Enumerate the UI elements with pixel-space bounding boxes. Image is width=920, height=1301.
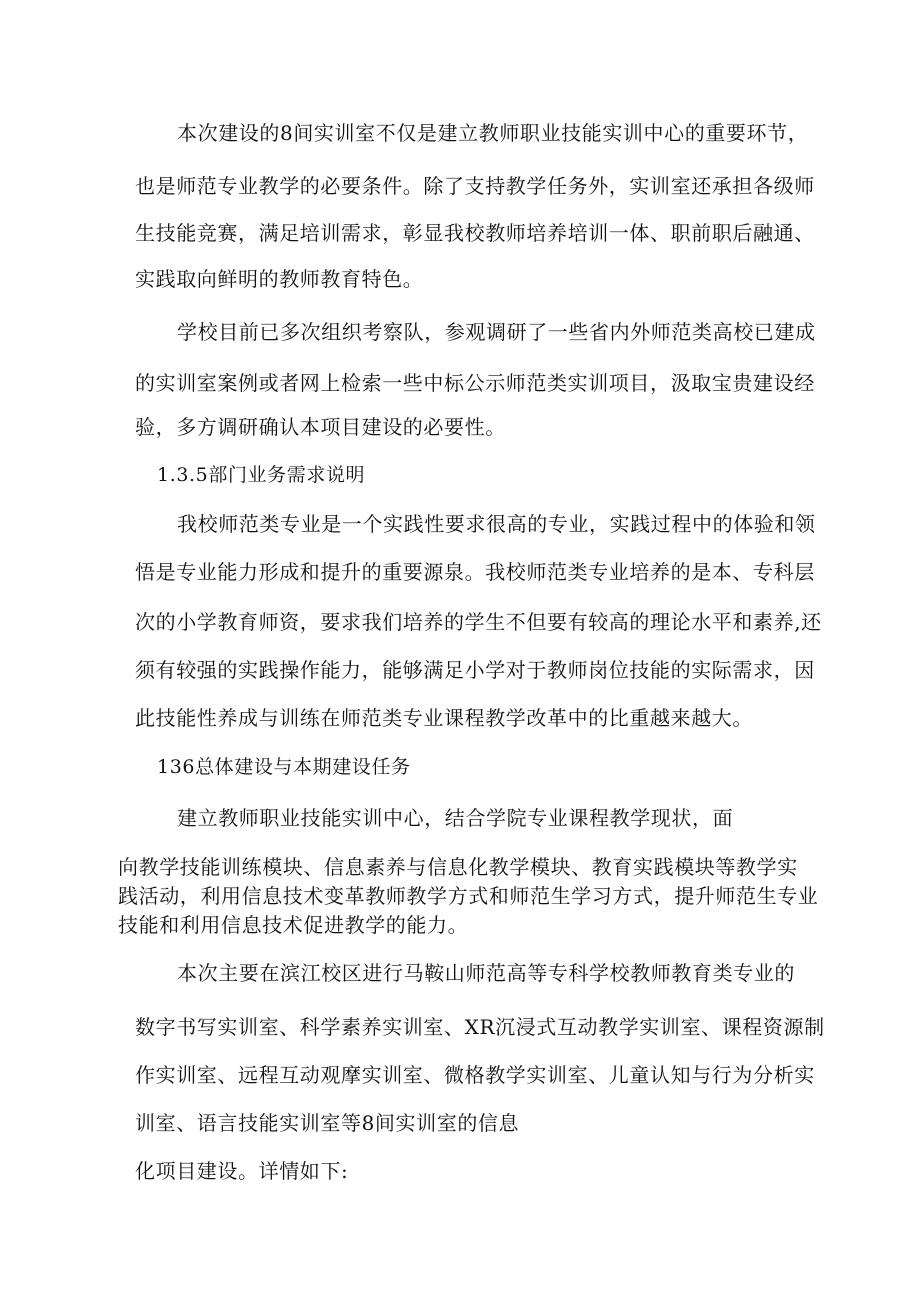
paragraph-1-line-4: 实践取向鲜明的教师教育特色。 [135, 267, 424, 291]
paragraph-3-line-4: 须有较强的实践操作能力，能够满足小学对于教师岗位技能的实际需求，因 [135, 658, 815, 682]
paragraph-7-line-2: 作实训室、远程互动观摩实训室、微格教学实训室、儿童认知与行为分析实 [135, 1063, 815, 1087]
paragraph-5-line-3: 技能和利用信息技术促进教学的能力。 [118, 913, 469, 937]
paragraph-7-line-1: 数字书写实训室、科学素养实训室、XR沉浸式互动教学实训室、课程资源制 [135, 1015, 825, 1039]
paragraph-5-line-1: 向教学技能训练模块、信息素养与信息化教学模块、教育实践模块等教学实 [118, 855, 798, 879]
paragraph-1-line-3: 生技能竞赛，满足培训需求，彰显我校教师培养培训一体、职前职后融通、 [135, 221, 815, 245]
paragraph-3-line-1: 我校师范类专业是一个实践性要求很高的专业，实践过程中的体验和领 [177, 512, 816, 536]
paragraph-3-line-5: 此技能性养成与训练在师范类专业课程教学改革中的比重越来越大。 [135, 706, 753, 730]
paragraph-2-line-2: 的实训室案例或者网上检索一些中标公示师范类实训项目，汲取宝贵建设经 [135, 371, 815, 395]
paragraph-3-line-2: 悟是专业能力形成和提升的重要源泉。我校师范类专业培养的是本、专科层 [135, 560, 815, 584]
paragraph-1-line-1: 本次建设的8间实训室不仅是建立教师职业技能实训中心的重要环节， [177, 121, 809, 145]
paragraph-3-line-3: 次的小学教育师资，要求我们培养的学生不但要有较高的理论水平和素养,还 [135, 610, 822, 634]
section-heading-136: 136总体建设与本期建设任务 [157, 756, 411, 778]
paragraph-4-line-1: 建立教师职业技能实训中心，结合学院专业课程教学现状，面 [177, 806, 734, 830]
paragraph-7-line-3: 训室、语言技能实训室等8间实训室的信息 [135, 1111, 520, 1135]
paragraph-8-line-1: 化项目建设。详情如下: [135, 1159, 349, 1183]
paragraph-2-line-3: 验，多方调研确认本项目建设的必要性。 [135, 415, 506, 439]
paragraph-2-line-1: 学校目前已多次组织考察队，参观调研了一些省内外师范类高校已建成 [177, 320, 816, 344]
section-heading-1-3-5: 1.3.5部门业务需求说明 [157, 464, 366, 486]
paragraph-1-line-2: 也是师范专业教学的必要条件。除了支持教学任务外，实训室还承担各级师 [135, 174, 815, 198]
paragraph-5-line-2: 践活动，利用信息技术变革教师教学方式和师范生学习方式，提升师范生专业 [118, 884, 819, 908]
paragraph-6-line-1: 本次主要在滨江校区进行马鞍山师范高等专科学校教师教育类专业的 [177, 961, 795, 985]
